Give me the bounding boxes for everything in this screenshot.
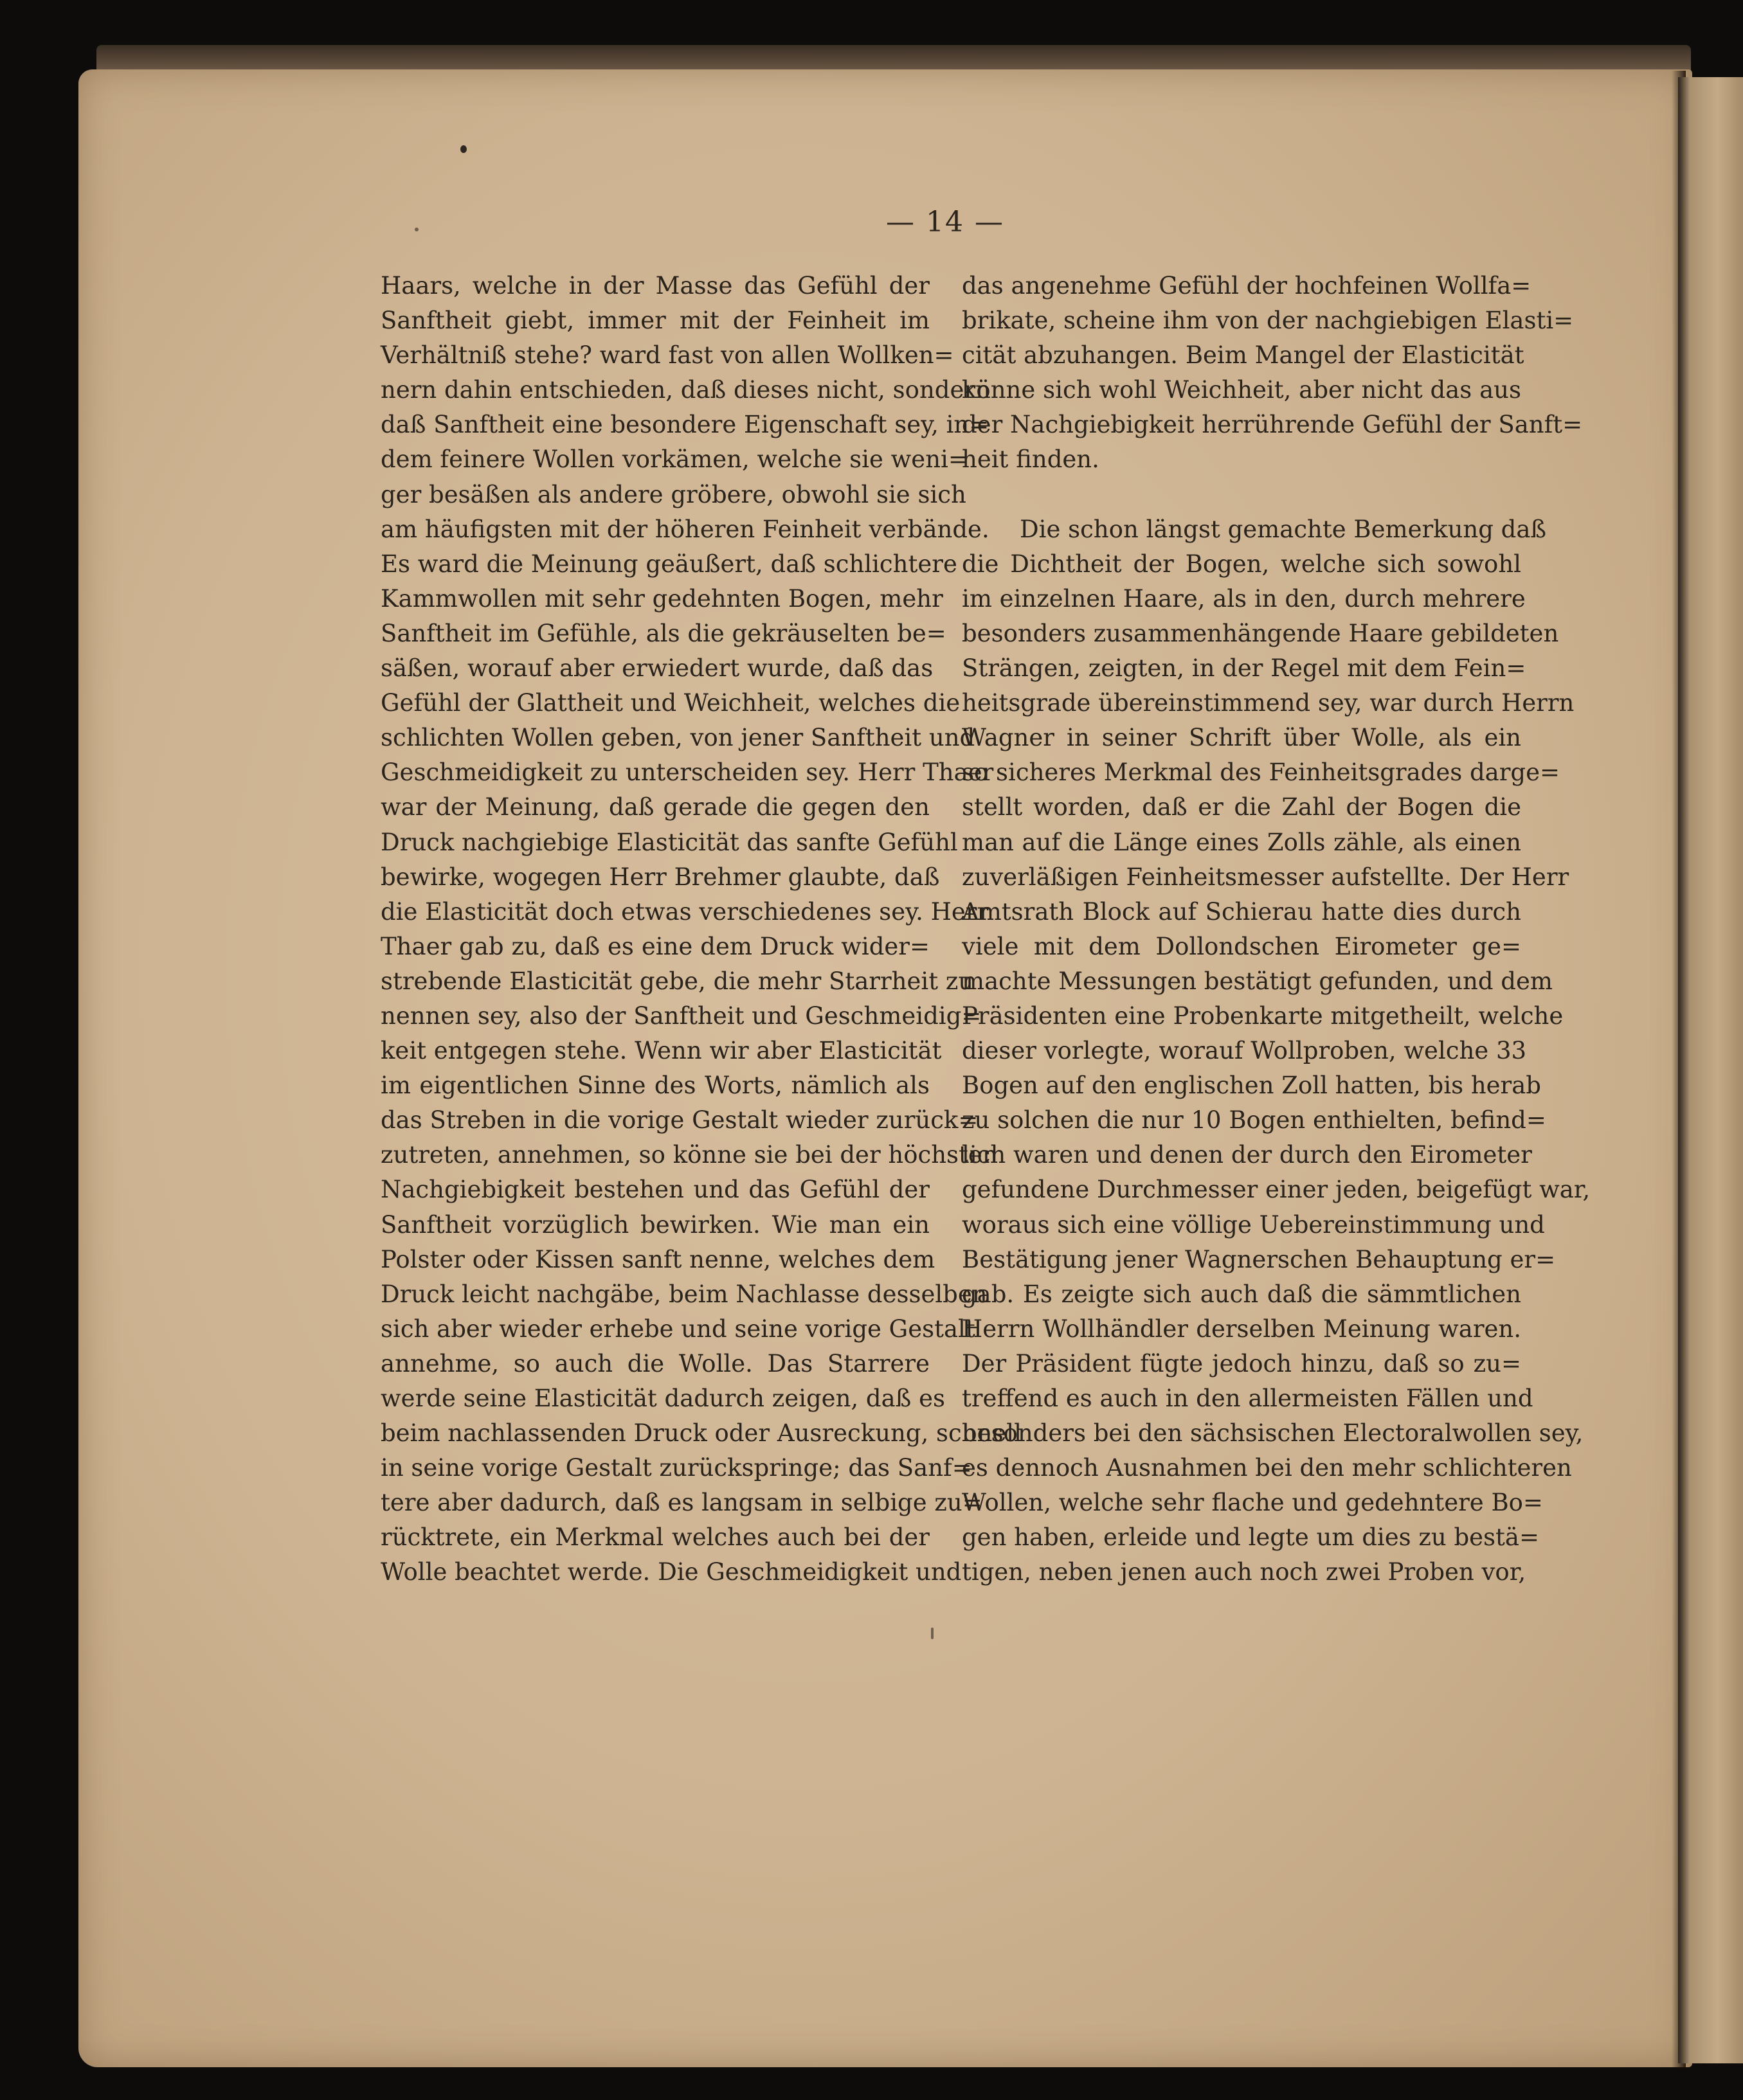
text-line: war der Meinung, daß gerade die gegen den (381, 793, 930, 821)
text-line: dem feinere Wollen vorkämen, welche sie weni= (381, 445, 968, 474)
text-line: am häufigsten mit der höheren Feinheit verbände. (381, 515, 989, 543)
text-line: Wolle beachtet werde. Die Geschmeidigkeit und (381, 1558, 962, 1586)
text-line: Druck leicht nachgäbe, beim Nachlasse desselben (381, 1280, 988, 1308)
text-line: Der Präsident fügte jedoch hinzu, daß so zu= (962, 1349, 1521, 1378)
text-line: strebende Elasticität gebe, die mehr Starrheit zu (381, 967, 974, 995)
text-line: heit finden. (962, 445, 1099, 474)
text-line: säßen, worauf aber erwiedert wurde, daß das (381, 654, 934, 683)
text-line: cität abzuhangen. Beim Mangel der Elasticität (962, 341, 1524, 370)
text-line: sich aber wieder erhebe und seine vorige Gestalt (381, 1315, 975, 1343)
text-line: nennen sey, also der Sanftheit und Geschmeidig= (381, 1001, 982, 1030)
text-line: Gefühl der Glattheit und Weichheit, welches die (381, 689, 961, 717)
text-line: so sicheres Merkmal des Feinheitsgrades darge= (962, 758, 1560, 787)
text-line: Bestätigung jener Wagnerschen Behauptung er= (962, 1245, 1556, 1273)
left-text-column (381, 269, 1022, 1590)
text-line: ger besäßen als andere gröbere, obwohl sie sich (381, 480, 966, 508)
text-line: beim nachlassenden Druck oder Ausreckung, schnell (381, 1419, 1022, 1448)
text-line: dieser vorlegte, worauf Wollproben, welche 33 (962, 1037, 1527, 1065)
ink-speck (415, 228, 419, 231)
right-paragraph-1 (962, 269, 1583, 478)
right-paragraph-2 (962, 512, 1591, 1590)
ink-speck (931, 1628, 934, 1639)
text-line: bewirke, wogegen Herr Brehmer glaubte, daß (381, 863, 940, 891)
text-line: Nachgiebigkeit bestehen und das Gefühl der (381, 1176, 930, 1204)
text-line: es dennoch Ausnahmen bei den mehr schlichteren (962, 1454, 1572, 1482)
text-line: woraus sich eine völlige Uebereinstimmung und (962, 1210, 1545, 1239)
text-line: zu solchen die nur 10 Bogen enthielten, befind= (962, 1106, 1546, 1135)
adjacent-page-edge (1678, 77, 1743, 2063)
text-line: besonders zusammenhängende Haare gebildeten (962, 619, 1559, 647)
text-line: werde seine Elasticität dadurch zeigen, daß es (381, 1385, 946, 1412)
text-line: die Dichtheit der Bogen, welche sich sowohl (962, 550, 1521, 578)
text-line: Strängen, zeigten, in der Regel mit dem Fein= (962, 654, 1526, 683)
text-line: gefundene Durchmesser einer jeden, beigefügt war, (962, 1176, 1591, 1204)
text-line: keit entgegen stehe. Wenn wir aber Elasticität (381, 1037, 942, 1065)
text-line: Amtsrath Block auf Schierau hatte dies durch (962, 897, 1521, 926)
text-line: annehme, so auch die Wolle. Das Starrere (381, 1349, 930, 1378)
text-line: viele mit dem Dollondschen Eirometer ge= (962, 932, 1521, 960)
text-line: Bogen auf den englischen Zoll hatten, bis herab (962, 1072, 1541, 1100)
right-text-column (962, 269, 1591, 1590)
text-line: könne sich wohl Weichheit, aber nicht das aus (962, 376, 1521, 404)
text-line: besonders bei den sächsischen Electoralwollen sey, (962, 1419, 1584, 1448)
text-line: rücktrete, ein Merkmal welches auch bei der (381, 1523, 930, 1552)
text-line: Es ward die Meinung geäußert, daß schlichtere (381, 550, 957, 578)
text-line: Wollen, welche sehr flache und gedehntere Bo= (962, 1489, 1543, 1517)
text-line: Thaer gab zu, daß es eine dem Druck wider= (381, 932, 930, 960)
text-line: zuverläßigen Feinheitsmesser aufstellte. Der Herr (962, 863, 1569, 891)
text-line: daß Sanftheit eine besondere Eigenschaft sey, in= (381, 411, 989, 439)
text-line: machte Messungen bestätigt gefunden, und dem (962, 967, 1553, 995)
text-line: Polster oder Kissen sanft nenne, welches dem (381, 1245, 935, 1273)
text-line: Kammwollen mit sehr gedehnten Bogen, mehr (381, 584, 943, 613)
text-line: in seine vorige Gestalt zurückspringe; das Sanf= (381, 1454, 972, 1482)
text-line: lich waren und denen der durch den Eirometer (962, 1141, 1532, 1169)
text-line: Herrn Wollhändler derselben Meinung waren. (962, 1315, 1521, 1343)
page-number: — 14 — (886, 206, 1004, 238)
text-line: schlichten Wollen geben, von jener Sanftheit und (381, 724, 975, 752)
text-line: Die schon längst gemachte Bemerkung daß (1020, 515, 1547, 543)
text-line: Sanftheit vorzüglich bewirken. Wie man ein (381, 1210, 930, 1239)
text-line: man auf die Länge eines Zolls zähle, als einen (962, 828, 1521, 856)
text-line: gab. Es zeigte sich auch daß die sämmtlichen (962, 1280, 1521, 1308)
text-line: tigen, neben jenen auch noch zwei Proben vor, (962, 1558, 1526, 1586)
text-line: die Elasticität doch etwas verschiedenes sey. Herr (381, 897, 989, 926)
text-line: nern dahin entschieden, daß dieses nicht, sondern (381, 376, 991, 404)
page-top-edge (96, 45, 1691, 71)
text-line: Sanftheit im Gefühle, als die gekräuselten be= (381, 619, 946, 647)
text-line: das angenehme Gefühl der hochfeinen Wollfa= (962, 272, 1531, 300)
text-line: Geschmeidigkeit zu unterscheiden sey. Herr Thaer (381, 758, 994, 787)
text-line: der Nachgiebigkeit herrührende Gefühl der Sanft= (962, 411, 1583, 439)
text-line: Sanftheit giebt, immer mit der Feinheit im (381, 307, 930, 335)
text-line: das Streben in die vorige Gestalt wieder zurück= (381, 1106, 979, 1135)
text-line: Druck nachgiebige Elasticität das sanfte Gefühl (381, 828, 958, 856)
text-line: Präsidenten eine Probenkarte mitgetheilt, welche (962, 1001, 1564, 1030)
text-line: treffend es auch in den allermeisten Fällen und (962, 1385, 1533, 1412)
text-line: tere aber dadurch, daß es langsam in selbige zu= (381, 1489, 982, 1517)
text-line: Verhältniß stehe? ward fast von allen Wollken= (381, 341, 954, 370)
paragraph-gap (962, 478, 1521, 512)
text-line: Wagner in seiner Schrift über Wolle, als ein (962, 724, 1521, 752)
text-line: im eigentlichen Sinne des Worts, nämlich als (381, 1072, 930, 1100)
text-line: Haars, welche in der Masse das Gefühl der (381, 272, 930, 300)
text-line: im einzelnen Haare, als in den, durch mehrere (962, 584, 1526, 613)
ink-speck (460, 145, 467, 153)
text-line: gen haben, erleide und legte um dies zu bestä= (962, 1523, 1539, 1552)
text-line: brikate, scheine ihm von der nachgiebigen Elasti= (962, 307, 1574, 335)
text-line: heitsgrade übereinstimmend sey, war durch Herrn (962, 689, 1575, 717)
text-line: stellt worden, daß er die Zahl der Bogen die (962, 793, 1521, 821)
text-line: zutreten, annehmen, so könne sie bei der höchsten (381, 1141, 998, 1169)
